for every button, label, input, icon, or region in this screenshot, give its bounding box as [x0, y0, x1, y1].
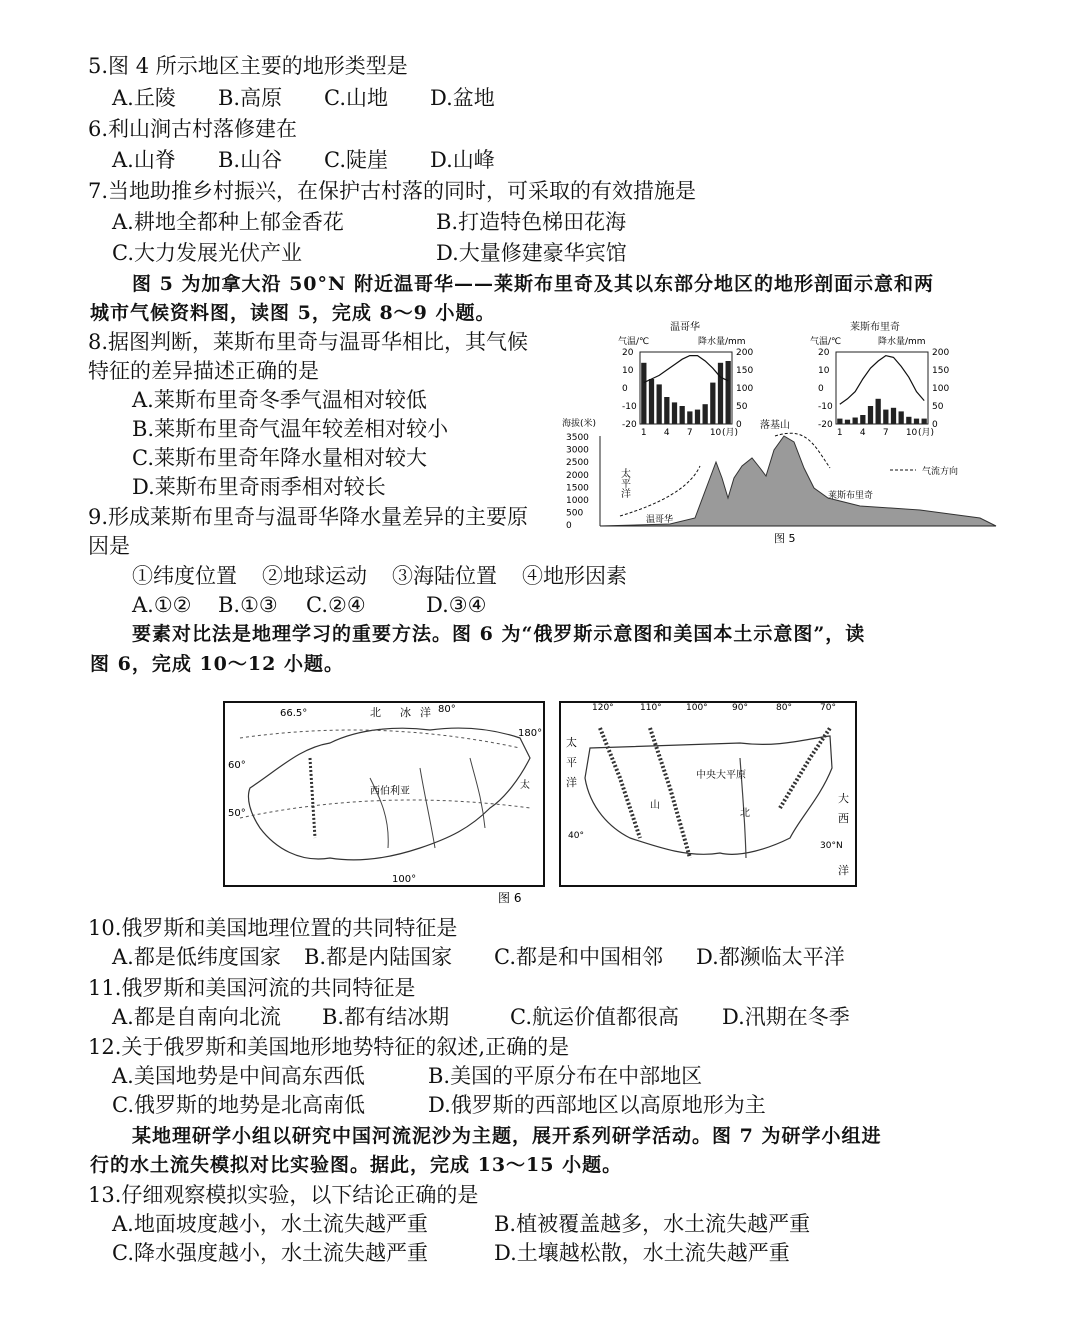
usa-label-110: 110°: [640, 703, 662, 713]
q6-option-d: D.山峰: [430, 148, 495, 172]
q11-option-c: C.航运价值都很高: [510, 1005, 679, 1029]
vancouver-month-tick: 4: [663, 428, 670, 438]
vancouver-temp-curve: [644, 356, 728, 383]
figure-6: [220, 698, 860, 908]
lethbridge-precip-bar: [899, 411, 904, 424]
terrain-profile: [600, 436, 996, 526]
q13-option-b: B.植被覆盖越多，水土流失越严重: [494, 1212, 811, 1236]
vancouver-temp-tick: 0: [622, 384, 628, 394]
usa-label-pacific-1: 太: [566, 736, 577, 749]
q6-stem: 6.利山涧古村落修建在: [88, 117, 298, 141]
vancouver-temp-tick: 20: [622, 348, 634, 358]
elevation-tick: 1000: [566, 496, 589, 506]
vancouver-precip-tick: 200: [736, 348, 754, 358]
lethbridge-precip-bar: [891, 408, 896, 424]
lethbridge-precip-tick: 50: [932, 402, 944, 412]
q7-option-b: B.打造特色梯田花海: [436, 210, 627, 234]
q11-option-a: A.都是自南向北流: [112, 1005, 281, 1029]
q11-option-d: D.汛期在冬季: [722, 1005, 850, 1029]
russia-label-ocean: 洋: [420, 706, 431, 719]
vancouver-temp-tick: -10: [622, 402, 637, 412]
lethbridge-precip-tick: 200: [932, 348, 950, 358]
intro-fig6-line2: 图 6，完成 10～12 小题。: [90, 653, 344, 675]
vancouver-title: 温哥华: [670, 322, 700, 333]
usa-label-pacific-2: 平: [566, 756, 577, 769]
usa-label-atlantic-3: 洋: [838, 864, 849, 877]
q5-option-c: C.山地: [324, 86, 388, 110]
q5-stem: 5.图 4 所示地区主要的地形类型是: [88, 54, 408, 78]
q8-option-d: D.莱斯布里奇雨季相对较长: [132, 475, 386, 499]
lethbridge-precip-bar: [906, 417, 911, 424]
vancouver-precip-bar: [726, 361, 731, 424]
vancouver-temp-tick: 10: [622, 366, 634, 376]
q7-option-d: D.大量修建豪华宾馆: [436, 241, 627, 265]
russia-label-66: 66.5°: [280, 708, 308, 719]
lethbridge-precip-bar: [883, 410, 888, 424]
q10-option-b: B.都是内陆国家: [304, 945, 453, 969]
q12-option-a: A.美国地势是中间高东西低: [112, 1064, 365, 1088]
lethbridge-precip-tick: 0: [932, 420, 938, 430]
intro-fig5-line1: 图 5 为加拿大沿 50°N 附近温哥华——莱斯布里奇及其以东部分地区的地形剖面示意和两: [132, 273, 934, 295]
q8-option-b: B.莱斯布里奇气温年较差相对较小: [132, 417, 449, 441]
lethbridge-temp-tick: 20: [818, 348, 830, 358]
lethbridge-month-tick: (月): [918, 428, 935, 438]
q6-option-b: B.山谷: [218, 148, 283, 172]
q9-option-d: D.③④: [426, 593, 487, 617]
vancouver-precip-bar: [718, 363, 723, 424]
q13-stem: 13.仔细观察模拟实验，以下结论正确的是: [88, 1183, 479, 1207]
q9-option-a: A.①②: [132, 593, 192, 617]
q9-factor-1: ①纬度位置: [132, 564, 237, 588]
russia-label-ice: 冰: [400, 706, 411, 719]
vancouver-month-tick: 10: [709, 428, 722, 438]
vancouver-precip-bar: [687, 411, 692, 424]
lethbridge-temp-label: 气温/℃: [810, 337, 842, 347]
lethbridge-precip-bar: [860, 415, 865, 424]
usa-label-mountain: 山: [650, 800, 660, 811]
q10-option-d: D.都濒临太平洋: [696, 945, 845, 969]
q9-factor-2: ②地球运动: [262, 564, 367, 588]
vancouver-month-tick: 7: [686, 428, 693, 438]
vancouver-city-label: 温哥华: [646, 515, 674, 525]
q6-option-a: A.山脊: [112, 148, 176, 172]
rocky-mountains-label: 落基山: [760, 420, 790, 431]
usa-label-100: 100°: [686, 703, 708, 713]
airflow-arrow-west: [620, 466, 700, 516]
airflow-legend-label: 气流方向: [922, 467, 959, 477]
usa-map-frame: [560, 702, 856, 886]
intro-fig5-line2: 城市气候资料图，读图 5，完成 8～9 小题。: [90, 302, 496, 324]
vancouver-precip-bar: [657, 384, 662, 424]
vancouver-precip-tick: 100: [736, 384, 754, 394]
pacific-label: 太平洋: [618, 468, 630, 498]
q10-option-a: A.都是低纬度国家: [112, 945, 281, 969]
lethbridge-temp-curve: [840, 356, 924, 405]
q9-option-b: B.①③: [218, 593, 278, 617]
q13-option-a: A.地面坡度越小，水土流失越严重: [112, 1212, 428, 1236]
q12-stem: 12.关于俄罗斯和美国地形地势特征的叙述,正确的是: [88, 1035, 570, 1059]
q10-stem: 10.俄罗斯和美国地理位置的共同特征是: [88, 916, 458, 940]
q9-stem-line1: 9.形成莱斯布里奇与温哥华降水量差异的主要原: [88, 505, 529, 529]
q9-factor-4: ④地形因素: [522, 564, 627, 588]
q5-option-a: A.丘陵: [112, 86, 176, 110]
russia-label-siberia: 西伯利亚: [370, 786, 410, 797]
lethbridge-precip-bar: [922, 419, 927, 424]
q9-option-c: C.②④: [306, 593, 366, 617]
lethbridge-title: 莱斯布里奇: [850, 322, 900, 333]
elevation-tick: 0: [566, 521, 572, 532]
elevation-label: 海拔(米): [562, 419, 597, 429]
q12-option-d: D.俄罗斯的西部地区以高原地形为主: [428, 1093, 766, 1117]
elevation-tick: 3000: [566, 445, 589, 456]
q11-option-b: B.都有结冰期: [322, 1005, 450, 1029]
elevation-tick: 3500: [566, 433, 589, 443]
q7-option-c: C.大力发展光伏产业: [112, 241, 302, 265]
q9-factor-3: ③海陆位置: [392, 564, 497, 588]
lethbridge-month-tick: 4: [859, 428, 866, 438]
usa-label-atlantic-2: 西: [838, 812, 849, 825]
russia-label-80: 80°: [438, 704, 456, 715]
lethbridge-precip-bar: [853, 418, 858, 424]
usa-label-80: 80°: [776, 703, 792, 713]
russia-label-north: 北: [370, 706, 381, 719]
vancouver-month-tick: (月): [722, 428, 739, 438]
lethbridge-month-tick: 1: [836, 428, 843, 438]
russia-label-180: 180°: [518, 728, 543, 739]
figure-6-caption: 图 6: [498, 891, 522, 905]
vancouver-precip-bar: [664, 397, 669, 424]
lethbridge-precip-label: 降水量/mm: [878, 337, 926, 347]
figure-5-caption: 图 5: [774, 532, 796, 545]
vancouver-precip-bar: [641, 363, 646, 424]
q8-stem-line1: 8.据图判断，莱斯布里奇与温哥华相比，其气候: [88, 330, 529, 354]
q8-option-a: A.莱斯布里奇冬季气温相对较低: [132, 388, 427, 412]
vancouver-precip-label: 降水量/mm: [698, 337, 746, 347]
usa-label-pacific-3: 洋: [566, 776, 577, 789]
q10-option-c: C.都是和中国相邻: [494, 945, 663, 969]
usa-label-30n: 30°N: [820, 841, 843, 851]
vancouver-precip-tick: 0: [736, 420, 742, 430]
russia-label-50: 50°: [228, 808, 246, 819]
usa-label-120: 120°: [592, 703, 614, 713]
usa-label-90: 90°: [732, 703, 748, 713]
lethbridge-temp-tick: 10: [818, 366, 830, 376]
q12-option-c: C.俄罗斯的地势是北高南低: [112, 1093, 365, 1117]
q11-stem: 11.俄罗斯和美国河流的共同特征是: [88, 976, 416, 1000]
usa-label-70: 70°: [820, 703, 836, 713]
q13-option-d: D.土壤越松散，水土流失越严重: [494, 1241, 790, 1265]
elevation-tick: 2500: [566, 458, 589, 469]
usa-label-north: 北: [740, 808, 750, 819]
usa-label-central-plain: 中央大平原: [696, 770, 746, 781]
lethbridge-temp-tick: 0: [818, 384, 824, 394]
elevation-tick: 500: [566, 508, 584, 519]
lethbridge-precip-tick: 100: [932, 384, 950, 394]
intro-fig7-line2: 行的水土流失模拟对比实验图。据此，完成 13～15 小题。: [90, 1154, 623, 1176]
usa-label-atlantic-1: 大: [838, 792, 849, 805]
intro-fig7-line1: 某地理研学小组以研究中国河流泥沙为主题，展开系列研学活动。图 7 为研学小组进: [132, 1125, 882, 1147]
elevation-tick: 2000: [566, 470, 589, 481]
lethbridge-temp-tick: -20: [818, 420, 833, 430]
q7-stem: 7.当地助推乡村振兴，在保护古村落的同时，可采取的有效措施是: [88, 179, 697, 203]
lethbridge-city-label: 莱斯布里奇: [828, 491, 874, 501]
intro-fig6-line1: 要素对比法是地理学习的重要方法。图 6 为“俄罗斯示意图和美国本土示意图”，读: [132, 623, 866, 645]
vancouver-precip-bar: [710, 383, 715, 424]
q12-option-b: B.美国的平原分布在中部地区: [428, 1064, 703, 1088]
lethbridge-precip-bar: [845, 420, 850, 424]
figure-5: [560, 318, 1000, 548]
q8-option-c: C.莱斯布里奇年降水量相对较大: [132, 446, 427, 470]
vancouver-precip-bars: [641, 361, 731, 424]
lethbridge-precip-bar: [868, 406, 873, 424]
usa-label-40: 40°: [568, 831, 584, 841]
vancouver-precip-bar: [695, 410, 700, 424]
russia-label-100: 100°: [392, 874, 417, 885]
vancouver-precip-bar: [703, 404, 708, 424]
lethbridge-precip-bar: [837, 419, 842, 424]
vancouver-temp-tick: -20: [622, 420, 637, 430]
lethbridge-month-tick: 7: [882, 428, 889, 438]
elevation-tick: 1500: [566, 483, 589, 494]
lethbridge-precip-bar: [876, 399, 881, 424]
russia-label-60: 60°: [228, 760, 246, 771]
lethbridge-month-tick: 10: [905, 428, 918, 438]
elevation-ticks: [566, 433, 589, 531]
lethbridge-precip-bars: [837, 399, 927, 424]
vancouver-precip-bar: [649, 379, 654, 424]
q6-option-c: C.陡崖: [324, 148, 388, 172]
lethbridge-temp-tick: -10: [818, 402, 833, 412]
q5-option-d: D.盆地: [430, 86, 495, 110]
russia-label-pacific: 太: [520, 780, 530, 791]
lethbridge-precip-bar: [914, 419, 919, 424]
q8-stem-line2: 特征的差异描述正确的是: [88, 359, 319, 383]
vancouver-precip-bar: [672, 402, 677, 424]
vancouver-temp-label: 气温/℃: [618, 337, 650, 347]
q9-stem-line2: 因是: [88, 534, 130, 558]
q13-option-c: C.降水强度越小，水土流失越严重: [112, 1241, 428, 1265]
q7-option-a: A.耕地全都种上郁金香花: [112, 210, 344, 234]
vancouver-precip-bar: [680, 406, 685, 424]
vancouver-precip-tick: 50: [736, 402, 748, 412]
vancouver-precip-tick: 150: [736, 366, 754, 376]
vancouver-month-tick: 1: [640, 428, 647, 438]
q5-option-b: B.高原: [218, 86, 283, 110]
lethbridge-precip-tick: 150: [932, 366, 950, 376]
